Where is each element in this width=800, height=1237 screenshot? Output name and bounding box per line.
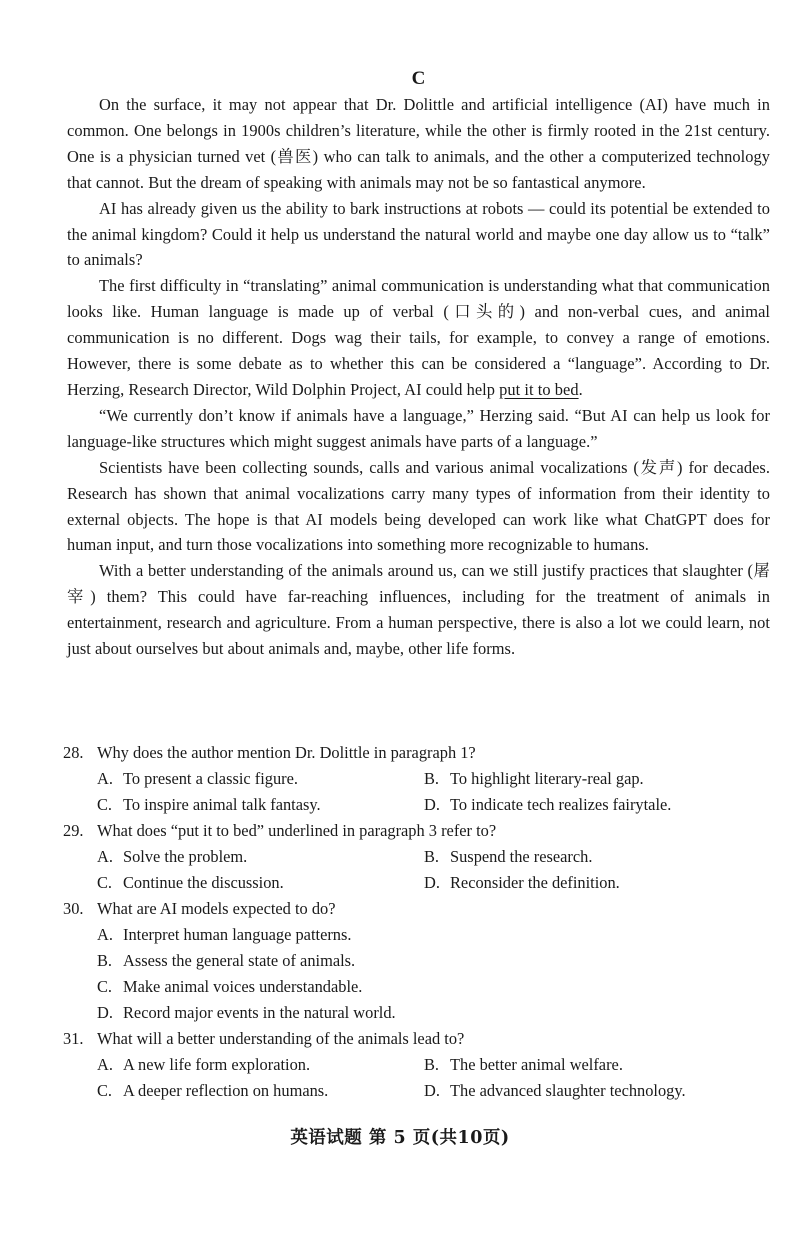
answer-option — [424, 766, 770, 792]
option-text: To highlight literary-real gap. — [450, 769, 644, 788]
question-stem — [63, 896, 770, 922]
passage-section — [67, 66, 770, 662]
option-list — [63, 922, 770, 1026]
section-title: C — [411, 68, 426, 89]
passage-paragraph — [67, 403, 770, 455]
answer-option — [97, 1000, 770, 1026]
page-footer: 英语试题 第 5 页(共10页) — [290, 1128, 510, 1148]
option-list — [63, 844, 770, 896]
option-letter: B. — [424, 769, 440, 788]
option-letter: D. — [424, 873, 440, 892]
question-stem — [63, 740, 770, 766]
option-letter: A. — [97, 925, 113, 944]
passage-paragraph — [67, 273, 770, 403]
option-text: Reconsider the definition. — [450, 873, 620, 892]
question-text: What does “put it to bed” underlined in paragraph 3 refer to? — [97, 821, 497, 840]
option-letter: C. — [97, 873, 113, 892]
option-letter: A. — [97, 1055, 113, 1074]
answer-option — [97, 974, 770, 1000]
option-letter: B. — [424, 847, 440, 866]
option-letter: A. — [97, 847, 113, 866]
answer-option — [97, 870, 424, 896]
option-letter: D. — [424, 795, 440, 814]
answer-option — [97, 844, 424, 870]
paragraph-text: With a better understanding of the animals around us, can we still justify practices that slaughter (屠宰) them? This could have far-reaching influences, including for the treatment of animals in entertainment, research and agriculture. From a human perspective, there is also a lot we could learn, not just about ourselves but about animals and, maybe, other life forms. — [67, 561, 770, 659]
option-text: To present a classic figure. — [123, 769, 298, 788]
option-text: The better animal welfare. — [450, 1055, 623, 1074]
answer-option — [424, 870, 770, 896]
option-letter: C. — [97, 977, 113, 996]
answer-option — [97, 1052, 424, 1078]
paragraph-text: . — [578, 379, 583, 399]
option-letter: C. — [97, 1081, 113, 1100]
option-letter: B. — [97, 951, 113, 970]
question-number: 30. — [63, 899, 84, 918]
question-number: 28. — [63, 743, 84, 762]
question-item — [63, 740, 770, 818]
underlined-phrase: put it to bed — [499, 379, 579, 399]
option-list — [63, 766, 770, 818]
answer-option — [97, 1078, 424, 1104]
option-text: Make animal voices understandable. — [123, 977, 363, 996]
question-text: Why does the author mention Dr. Dolittle in paragraph 1? — [97, 743, 476, 762]
option-text: Interpret human language patterns. — [123, 925, 352, 944]
question-item — [63, 1026, 770, 1104]
answer-option — [97, 766, 424, 792]
question-number: 31. — [63, 1029, 84, 1048]
question-stem — [63, 1026, 770, 1052]
option-text: A deeper reflection on humans. — [123, 1081, 329, 1100]
option-letter: B. — [424, 1055, 440, 1074]
passage-paragraph — [67, 92, 770, 196]
option-text: Record major events in the natural world. — [123, 1003, 396, 1022]
passage-paragraph — [67, 196, 770, 274]
option-text: A new life form exploration. — [123, 1055, 311, 1074]
option-text: Solve the problem. — [123, 847, 248, 866]
option-letter: D. — [424, 1081, 440, 1100]
passage-paragraph — [67, 455, 770, 559]
passage-body — [67, 92, 770, 662]
option-list — [63, 1052, 770, 1104]
answer-option — [97, 792, 424, 818]
answer-option — [424, 1052, 770, 1078]
question-list — [63, 740, 770, 1104]
option-letter: C. — [97, 795, 113, 814]
answer-option — [424, 1078, 770, 1104]
option-text: Assess the general state of animals. — [123, 951, 356, 970]
question-item — [63, 896, 770, 1026]
answer-option — [424, 844, 770, 870]
option-text: To inspire animal talk fantasy. — [123, 795, 321, 814]
option-letter: D. — [97, 1003, 113, 1022]
option-text: Continue the discussion. — [123, 873, 284, 892]
question-text: What will a better understanding of the animals lead to? — [97, 1029, 465, 1048]
question-number: 29. — [63, 821, 84, 840]
option-text: To indicate tech realizes fairytale. — [450, 795, 672, 814]
paragraph-text: AI has already given us the ability to bark instructions at robots — could its potential be extended to the animal kingdom? Could it help us understand the natural world and maybe one day allow us to “talk” to animals? — [67, 198, 770, 270]
question-item — [63, 818, 770, 896]
question-text: What are AI models expected to do? — [97, 899, 336, 918]
paragraph-text: On the surface, it may not appear that Dr. Dolittle and artificial intelligence (AI) have much in common. One belongs in 1900s children’s literature, while the other is firmly rooted in the 21st century. One is a physician turned vet (兽医) who can talk to animals, and the other a computerized technology that cannot. But the dream of speaking with animals may not be so fantastical anymore. — [67, 95, 770, 192]
passage-paragraph — [67, 558, 770, 662]
paragraph-text: Scientists have been collecting sounds, calls and various animal vocalizations (发声) for decades. Research has shown that animal vocalizations carry many types of information from their identity to external objects. The hope is that AI models being developed can work like what ChatGPT does for human input, and turn those vocalizations into something more recognizable to humans. — [67, 457, 770, 555]
paragraph-text: The first difficulty in “translating” animal communication is understanding what that communication looks like. Human language is made up of verbal (口头的) and non-verbal cues, and animal communication is no different. Dogs wag their tails, for example, to convey a range of emotions. However, there is some debate as to whether this can be considered a “language”. According to Dr. Herzing, Research Director, Wild Dolphin Project, AI could help — [67, 276, 770, 399]
answer-option — [424, 792, 770, 818]
option-text: Suspend the research. — [450, 847, 593, 866]
option-letter: A. — [97, 769, 113, 788]
answer-option — [97, 922, 770, 948]
option-text: The advanced slaughter technology. — [450, 1081, 686, 1100]
paragraph-text: “We currently don’t know if animals have a language,” Herzing said. “But AI can help us look for language-like structures which might suggest animals have parts of a language.” — [67, 405, 770, 451]
question-stem — [63, 818, 770, 844]
answer-option — [97, 948, 770, 974]
